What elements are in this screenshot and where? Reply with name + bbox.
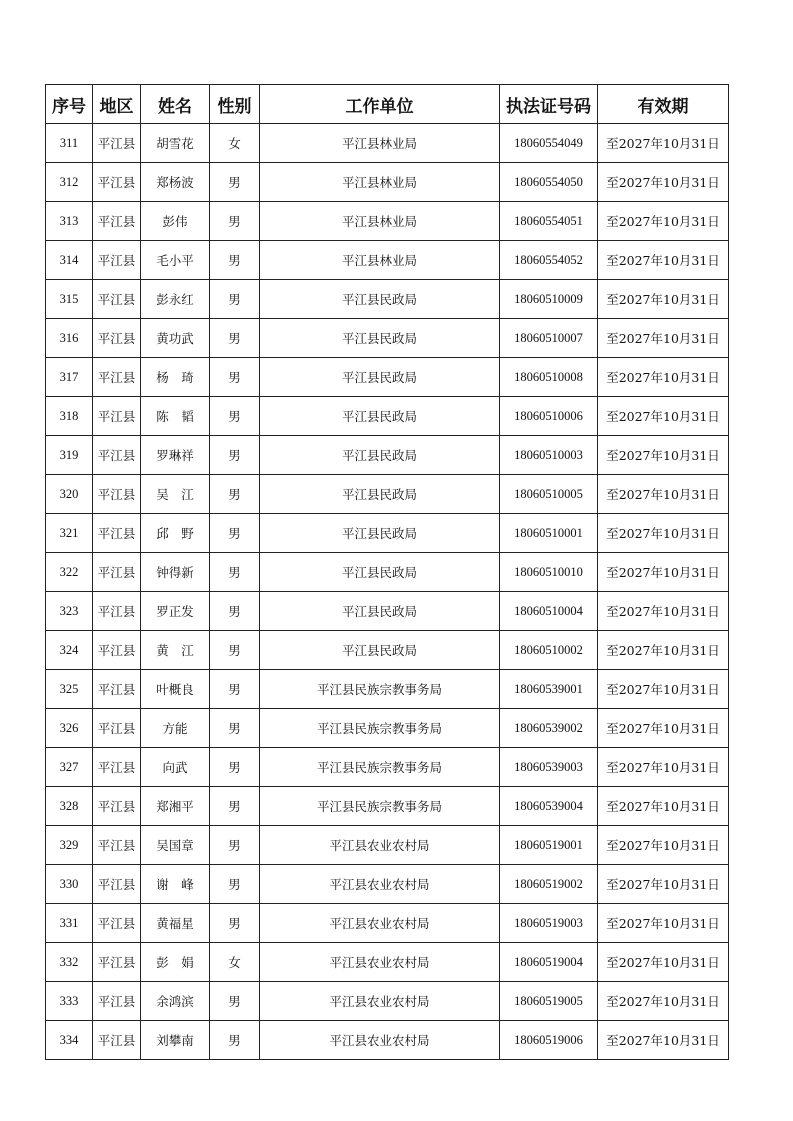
cell-gender: 男: [210, 319, 260, 358]
cell-region: 平江县: [93, 904, 141, 943]
cell-unit: 平江县林业局: [260, 202, 500, 241]
cell-cert: 18060510003: [500, 436, 598, 475]
cell-region: 平江县: [93, 709, 141, 748]
cell-region: 平江县: [93, 553, 141, 592]
cell-gender: 男: [210, 241, 260, 280]
cell-seq: 326: [46, 709, 93, 748]
roster-table: [45, 84, 729, 1060]
cell-region: 平江县: [93, 241, 141, 280]
cell-validity: 至2027年10月31日: [598, 514, 729, 553]
cell-seq: 321: [46, 514, 93, 553]
cell-name: 邱 野: [141, 514, 210, 553]
cell-unit: 平江县民政局: [260, 280, 500, 319]
cell-unit: 平江县民族宗教事务局: [260, 748, 500, 787]
cell-validity: 至2027年10月31日: [598, 670, 729, 709]
cell-region: 平江县: [93, 202, 141, 241]
cell-seq: 314: [46, 241, 93, 280]
cell-name: 黄功武: [141, 319, 210, 358]
header-name: 姓名: [141, 85, 210, 124]
cell-name: 彭永红: [141, 280, 210, 319]
cell-name: 刘攀南: [141, 1021, 210, 1060]
cell-unit: 平江县农业农村局: [260, 982, 500, 1021]
cell-cert: 18060539004: [500, 787, 598, 826]
table-row: [46, 904, 729, 943]
cell-name: 谢 峰: [141, 865, 210, 904]
cell-region: 平江县: [93, 514, 141, 553]
cell-unit: 平江县农业农村局: [260, 943, 500, 982]
cell-cert: 18060519005: [500, 982, 598, 1021]
table-row: [46, 514, 729, 553]
cell-region: 平江县: [93, 358, 141, 397]
table-row: [46, 397, 729, 436]
cell-seq: 324: [46, 631, 93, 670]
cell-validity: 至2027年10月31日: [598, 475, 729, 514]
cell-name: 毛小平: [141, 241, 210, 280]
cell-name: 吴 江: [141, 475, 210, 514]
cell-validity: 至2027年10月31日: [598, 826, 729, 865]
cell-cert: 18060519006: [500, 1021, 598, 1060]
cell-name: 胡雪花: [141, 124, 210, 163]
cell-cert: 18060554049: [500, 124, 598, 163]
cell-gender: 女: [210, 943, 260, 982]
table-row: [46, 553, 729, 592]
header-validity: 有效期: [598, 85, 729, 124]
cell-cert: 18060519004: [500, 943, 598, 982]
cell-unit: 平江县农业农村局: [260, 865, 500, 904]
cell-seq: 323: [46, 592, 93, 631]
cell-unit: 平江县林业局: [260, 124, 500, 163]
table-row: [46, 124, 729, 163]
table-row: [46, 475, 729, 514]
cell-region: 平江县: [93, 982, 141, 1021]
cell-validity: 至2027年10月31日: [598, 904, 729, 943]
table-body: [46, 124, 729, 1060]
cell-unit: 平江县民政局: [260, 397, 500, 436]
header-region: 地区: [93, 85, 141, 124]
cell-gender: 男: [210, 592, 260, 631]
cell-unit: 平江县民政局: [260, 358, 500, 397]
cell-region: 平江县: [93, 748, 141, 787]
table-row: [46, 826, 729, 865]
cell-validity: 至2027年10月31日: [598, 163, 729, 202]
cell-gender: 男: [210, 397, 260, 436]
cell-seq: 327: [46, 748, 93, 787]
cell-gender: 男: [210, 553, 260, 592]
table-row: [46, 592, 729, 631]
table-row: [46, 982, 729, 1021]
cell-validity: 至2027年10月31日: [598, 592, 729, 631]
cell-validity: 至2027年10月31日: [598, 787, 729, 826]
cell-seq: 317: [46, 358, 93, 397]
table-row: [46, 241, 729, 280]
cell-validity: 至2027年10月31日: [598, 1021, 729, 1060]
cell-region: 平江县: [93, 1021, 141, 1060]
cell-cert: 18060510002: [500, 631, 598, 670]
cell-validity: 至2027年10月31日: [598, 709, 729, 748]
cell-name: 彭 娟: [141, 943, 210, 982]
table-header: [46, 85, 729, 124]
cell-seq: 318: [46, 397, 93, 436]
table-row: [46, 358, 729, 397]
cell-validity: 至2027年10月31日: [598, 631, 729, 670]
table-row: [46, 1021, 729, 1060]
cell-cert: 18060519003: [500, 904, 598, 943]
cell-validity: 至2027年10月31日: [598, 358, 729, 397]
cell-unit: 平江县民政局: [260, 592, 500, 631]
cell-unit: 平江县林业局: [260, 241, 500, 280]
cell-seq: 322: [46, 553, 93, 592]
cell-seq: 331: [46, 904, 93, 943]
table-row: [46, 943, 729, 982]
cell-name: 黄 江: [141, 631, 210, 670]
cell-gender: 女: [210, 124, 260, 163]
cell-cert: 18060510010: [500, 553, 598, 592]
cell-name: 郑湘平: [141, 787, 210, 826]
cell-cert: 18060539001: [500, 670, 598, 709]
cell-validity: 至2027年10月31日: [598, 982, 729, 1021]
cell-region: 平江县: [93, 865, 141, 904]
cell-name: 向武: [141, 748, 210, 787]
cell-cert: 18060554052: [500, 241, 598, 280]
cell-cert: 18060519002: [500, 865, 598, 904]
cell-gender: 男: [210, 280, 260, 319]
cell-seq: 319: [46, 436, 93, 475]
cell-seq: 311: [46, 124, 93, 163]
cell-region: 平江县: [93, 670, 141, 709]
cell-unit: 平江县民政局: [260, 514, 500, 553]
cell-cert: 18060510005: [500, 475, 598, 514]
cell-validity: 至2027年10月31日: [598, 553, 729, 592]
cell-region: 平江县: [93, 943, 141, 982]
cell-gender: 男: [210, 748, 260, 787]
cell-name: 吴国章: [141, 826, 210, 865]
cell-unit: 平江县民政局: [260, 436, 500, 475]
table-row: [46, 319, 729, 358]
table-row: [46, 631, 729, 670]
cell-seq: 325: [46, 670, 93, 709]
cell-unit: 平江县民族宗教事务局: [260, 709, 500, 748]
cell-region: 平江县: [93, 475, 141, 514]
table-row: [46, 670, 729, 709]
cell-validity: 至2027年10月31日: [598, 943, 729, 982]
cell-region: 平江县: [93, 280, 141, 319]
cell-gender: 男: [210, 826, 260, 865]
cell-cert: 18060510008: [500, 358, 598, 397]
cell-validity: 至2027年10月31日: [598, 124, 729, 163]
cell-gender: 男: [210, 865, 260, 904]
cell-seq: 312: [46, 163, 93, 202]
cell-cert: 18060539002: [500, 709, 598, 748]
cell-gender: 男: [210, 202, 260, 241]
cell-seq: 329: [46, 826, 93, 865]
cell-region: 平江县: [93, 631, 141, 670]
cell-name: 黄福星: [141, 904, 210, 943]
cell-validity: 至2027年10月31日: [598, 397, 729, 436]
cell-validity: 至2027年10月31日: [598, 280, 729, 319]
table-row: [46, 748, 729, 787]
cell-cert: 18060510006: [500, 397, 598, 436]
table-row: [46, 163, 729, 202]
cell-seq: 316: [46, 319, 93, 358]
cell-gender: 男: [210, 163, 260, 202]
cell-region: 平江县: [93, 319, 141, 358]
table-row: [46, 787, 729, 826]
table-row: [46, 865, 729, 904]
cell-gender: 男: [210, 631, 260, 670]
cell-gender: 男: [210, 475, 260, 514]
cell-cert: 18060554050: [500, 163, 598, 202]
cell-gender: 男: [210, 982, 260, 1021]
cell-unit: 平江县民政局: [260, 319, 500, 358]
cell-gender: 男: [210, 670, 260, 709]
cell-gender: 男: [210, 358, 260, 397]
cell-seq: 334: [46, 1021, 93, 1060]
cell-unit: 平江县农业农村局: [260, 1021, 500, 1060]
cell-name: 余鸿滨: [141, 982, 210, 1021]
cell-validity: 至2027年10月31日: [598, 748, 729, 787]
cell-seq: 313: [46, 202, 93, 241]
cell-gender: 男: [210, 514, 260, 553]
cell-unit: 平江县民政局: [260, 475, 500, 514]
cell-name: 叶概良: [141, 670, 210, 709]
cell-seq: 315: [46, 280, 93, 319]
cell-validity: 至2027年10月31日: [598, 865, 729, 904]
cell-gender: 男: [210, 436, 260, 475]
header-seq: 序号: [46, 85, 93, 124]
table-row: [46, 436, 729, 475]
cell-region: 平江县: [93, 787, 141, 826]
cell-gender: 男: [210, 787, 260, 826]
cell-unit: 平江县农业农村局: [260, 826, 500, 865]
header-gender: 性别: [210, 85, 260, 124]
table-row: [46, 709, 729, 748]
cell-seq: 320: [46, 475, 93, 514]
table-row: [46, 202, 729, 241]
cell-cert: 18060510001: [500, 514, 598, 553]
cell-name: 郑杨波: [141, 163, 210, 202]
cell-name: 钟得新: [141, 553, 210, 592]
cell-cert: 18060510004: [500, 592, 598, 631]
cell-region: 平江县: [93, 826, 141, 865]
cell-name: 罗正发: [141, 592, 210, 631]
cell-unit: 平江县民政局: [260, 553, 500, 592]
cell-unit: 平江县民政局: [260, 631, 500, 670]
header-cert: 执法证号码: [500, 85, 598, 124]
cell-gender: 男: [210, 904, 260, 943]
cell-validity: 至2027年10月31日: [598, 319, 729, 358]
cell-gender: 男: [210, 1021, 260, 1060]
cell-unit: 平江县林业局: [260, 163, 500, 202]
cell-seq: 328: [46, 787, 93, 826]
cell-gender: 男: [210, 709, 260, 748]
cell-name: 彭伟: [141, 202, 210, 241]
cell-seq: 332: [46, 943, 93, 982]
cell-unit: 平江县农业农村局: [260, 904, 500, 943]
cell-unit: 平江县民族宗教事务局: [260, 670, 500, 709]
cell-region: 平江县: [93, 124, 141, 163]
cell-name: 方能: [141, 709, 210, 748]
table-row: [46, 280, 729, 319]
cell-unit: 平江县民族宗教事务局: [260, 787, 500, 826]
cell-seq: 330: [46, 865, 93, 904]
header-unit: 工作单位: [260, 85, 500, 124]
cell-validity: 至2027年10月31日: [598, 202, 729, 241]
cell-name: 罗琳祥: [141, 436, 210, 475]
cell-region: 平江县: [93, 163, 141, 202]
cell-region: 平江县: [93, 592, 141, 631]
cell-validity: 至2027年10月31日: [598, 241, 729, 280]
cell-region: 平江县: [93, 397, 141, 436]
cell-cert: 18060519001: [500, 826, 598, 865]
cell-region: 平江县: [93, 436, 141, 475]
cell-seq: 333: [46, 982, 93, 1021]
cell-cert: 18060510007: [500, 319, 598, 358]
cell-name: 陈 韬: [141, 397, 210, 436]
cell-validity: 至2027年10月31日: [598, 436, 729, 475]
cell-cert: 18060539003: [500, 748, 598, 787]
cell-name: 杨 琦: [141, 358, 210, 397]
cell-cert: 18060554051: [500, 202, 598, 241]
header-row: [46, 85, 729, 124]
cell-cert: 18060510009: [500, 280, 598, 319]
